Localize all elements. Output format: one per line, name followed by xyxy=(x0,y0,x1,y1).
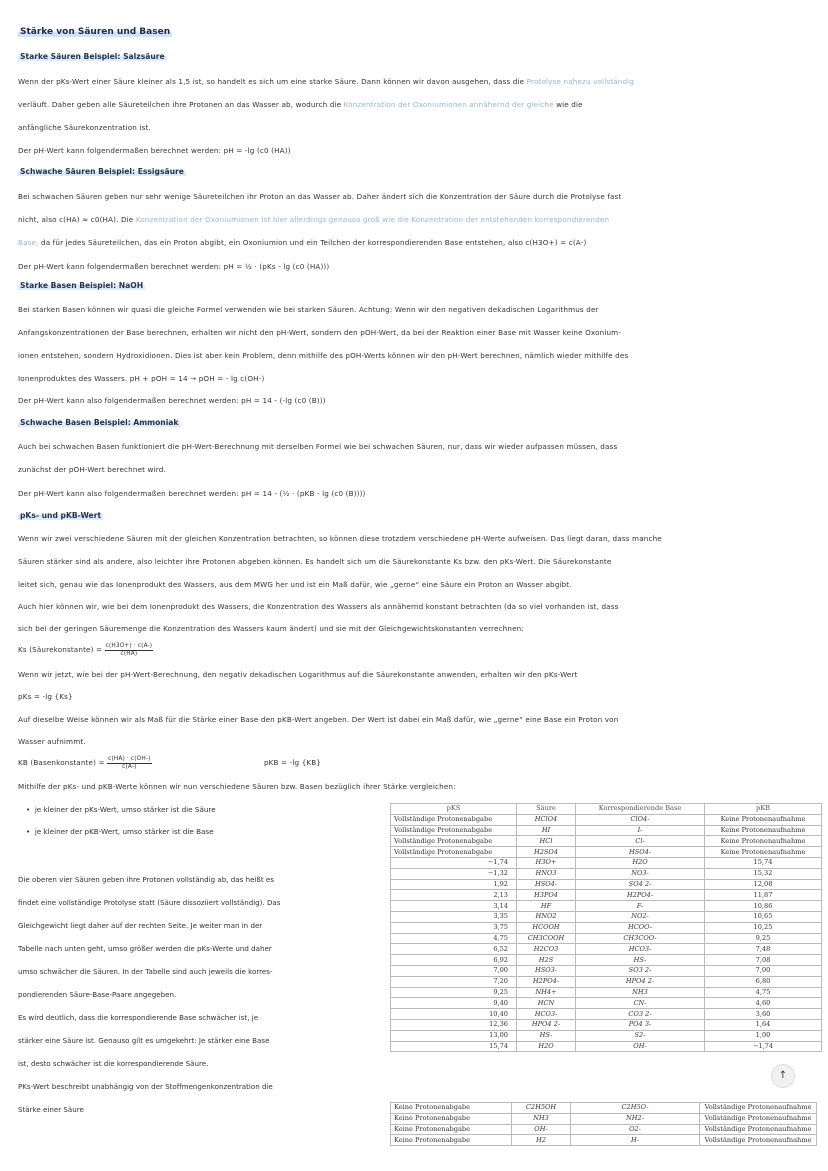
text-line: Wenn wir jetzt, wie bei der pH-Wert-Berechnung, den negativ dekadischen Logarithmus auf die Säurekonstante anwenden, erhalten wir den pKs-Wert xyxy=(18,670,578,679)
pkb-cell: Vollständige Protonenaufnahme xyxy=(700,1103,817,1114)
text-line xyxy=(18,215,818,225)
base-cell: ClO4- xyxy=(576,814,705,825)
base-cell: OH- xyxy=(576,1041,705,1052)
paragraph-line: Es wird deutlich, dass die korrespondierende Base schwächer ist, je xyxy=(18,1013,259,1022)
table-row xyxy=(391,911,822,922)
paragraph-line: Gleichgewicht liegt daher auf der rechten Seite. Je weiter man in der xyxy=(18,921,263,930)
base-cell: F- xyxy=(576,901,705,912)
kb-fraction xyxy=(107,756,151,771)
table-row xyxy=(391,868,822,879)
pks-cell: 3,35 xyxy=(391,911,517,922)
pkb-cell: 1,64 xyxy=(705,1019,822,1030)
text-line xyxy=(18,238,818,248)
base-cell: HSO4- xyxy=(576,847,705,858)
pkb-cell: 11,87 xyxy=(705,890,822,901)
base-cell: H2PO4- xyxy=(576,890,705,901)
pks-cell: 13,00 xyxy=(391,1030,517,1041)
table-row xyxy=(391,965,822,976)
text-line: sich bei der geringen Säuremenge die Konzentration des Wassers kaum ändert) und sie mit der Gleichgewichtskonstanten verrechnen: xyxy=(18,624,524,633)
text-line: Bei schwachen Säuren geben nur sehr wenige Säureteilchen ihr Proton an das Wasser ab. Daher ändert sich die Konzentration der Säure durch die Protolyse fast xyxy=(18,192,622,201)
table-row xyxy=(391,901,822,912)
table-row xyxy=(391,847,822,858)
acid-cell: CH3COOH xyxy=(517,933,576,944)
header-pks: pKS xyxy=(391,804,517,815)
acid-cell: H3PO4 xyxy=(517,890,576,901)
paragraph-line: ist, desto schwächer ist die korrespondierende Säure. xyxy=(18,1059,209,1068)
heading-pks-pkb: pKs- und pKB-Wert xyxy=(20,511,102,520)
base-cell: NH3 xyxy=(576,987,705,998)
table-row xyxy=(391,1103,817,1114)
pkb-cell: Keine Protonenaufnahme xyxy=(705,847,822,858)
text-span: nicht, also c(HA) ≈ c0(HA). Die xyxy=(18,215,134,224)
pks-cell: 7,20 xyxy=(391,976,517,987)
base-cell: CO3 2- xyxy=(576,1009,705,1020)
pks-table-body xyxy=(391,814,822,1052)
highlighted-text: Protolyse nahezu vollständig xyxy=(526,77,635,86)
pks-cell: Keine Protonenabgabe xyxy=(391,1124,512,1135)
pkb-cell: 1,00 xyxy=(705,1030,822,1041)
bullet-item: • je kleiner der pKB-Wert, umso stärker ist die Base xyxy=(26,827,214,836)
base-cell: NO3- xyxy=(576,868,705,879)
text-line: Auf dieselbe Weise können wir als Maß für die Stärke einer Base den pKB-Wert angeben. Der Wert ist dabei ein Maß dafür, wie „gerne“ eine Base ein Proton von xyxy=(18,715,619,724)
table-row xyxy=(391,955,822,966)
table-row xyxy=(391,1124,817,1135)
pkb-cell: 3,60 xyxy=(705,1009,822,1020)
base-cell: HPO4 2- xyxy=(576,976,705,987)
table-header-row xyxy=(391,804,822,815)
pkb-cell: 7,08 xyxy=(705,955,822,966)
table-row xyxy=(391,998,822,1009)
pks-table-extra xyxy=(390,1102,817,1146)
bullet-text: je kleiner der pKs-Wert, umso stärker ist die Säure xyxy=(34,805,216,814)
table-row xyxy=(391,1009,822,1020)
base-cell: I- xyxy=(576,825,705,836)
pks-cell: 7,00 xyxy=(391,965,517,976)
pks-cell: −1,32 xyxy=(391,868,517,879)
base-cell: HS- xyxy=(576,955,705,966)
scroll-to-top-button[interactable]: ↑ xyxy=(771,1064,795,1088)
pks-cell: Vollständige Protonenabgabe xyxy=(391,847,517,858)
acid-cell: HNO3 xyxy=(517,868,576,879)
kb-formula xyxy=(18,753,818,773)
base-cell: HCO3- xyxy=(576,944,705,955)
table-row xyxy=(391,1041,822,1052)
ks-fraction xyxy=(105,643,154,658)
pkb-cell: 4,60 xyxy=(705,998,822,1009)
pks-cell: 15,74 xyxy=(391,1041,517,1052)
table-row xyxy=(391,836,822,847)
formula-line: Der pH-Wert kann folgendermaßen berechnet werden: pH = ½ · (pKs - lg (c0 (HA))) xyxy=(18,262,330,271)
base-cell: SO3 2- xyxy=(576,965,705,976)
paragraph-line: Tabelle nach unten geht, umso größer werden die pKs-Werte und daher xyxy=(18,944,272,953)
pks-cell: Keine Protonenabgabe xyxy=(391,1103,512,1114)
acid-cell: HSO3- xyxy=(517,965,576,976)
acid-cell: HCO3- xyxy=(517,1009,576,1020)
table-row xyxy=(391,933,822,944)
pks-cell: Vollständige Protonenabgabe xyxy=(391,814,517,825)
kb-label: KB (Basenkonstante) = xyxy=(18,758,105,767)
acid-cell: HCOOH xyxy=(517,922,576,933)
acid-cell: H2PO4- xyxy=(517,976,576,987)
base-cell: SO4 2- xyxy=(576,879,705,890)
header-base: Korrespondierende Base xyxy=(576,804,705,815)
pks-cell: Keine Protonenabgabe xyxy=(391,1113,512,1124)
base-cell: S2- xyxy=(576,1030,705,1041)
pkb-formula: pKB = -lg {KB} xyxy=(263,758,322,767)
formula-line: Ionenproduktes des Wassers. pH + pOH = 14 → pOH = - lg c(OH-) xyxy=(18,374,265,383)
acid-cell: H2 xyxy=(512,1135,571,1146)
acid-cell: NH3 xyxy=(512,1113,571,1124)
ks-label: Ks (Säurekonstante) = xyxy=(18,645,103,654)
acid-cell: H2S xyxy=(517,955,576,966)
table-row xyxy=(391,1030,822,1041)
text-line: zunächst der pOH-Wert berechnet wird. xyxy=(18,465,166,474)
pks-cell: 2,13 xyxy=(391,890,517,901)
pkb-cell: 12,08 xyxy=(705,879,822,890)
text-span: wie die xyxy=(556,100,583,109)
text-line: Mithilfe der pKs- und pKB-Werte können wir nun verschiedene Säuren bzw. Basen bezüglich ihrer Stärke vergleichen: xyxy=(18,782,456,791)
text-span: da für jedes Säureteilchen, das ein Proton abgibt, ein Oxoniumion und ein Teilchen der korrespondierenden Base entstehen, also c(H3O+) = c(A-) xyxy=(40,238,587,247)
pks-cell: 1,92 xyxy=(391,879,517,890)
acid-cell: H2O xyxy=(517,1041,576,1052)
base-cell: C2H5O- xyxy=(571,1103,700,1114)
paragraph-line: Stärke einer Säure xyxy=(18,1105,84,1114)
ks-denominator: c(HA) xyxy=(120,650,138,657)
heading-weak-acids: Schwache Säuren Beispiel: Essigsäure xyxy=(20,167,184,176)
text-line: Bei starken Basen können wir quasi die gleiche Formel verwenden wie bei starken Säuren. Achtung: Wenn wir den negativen dekadischen Logarithmus der xyxy=(18,305,599,314)
paragraph-line: findet eine vollständige Protolyse statt (Säure dissoziiert vollständig). Das xyxy=(18,898,281,907)
text-line: anfängliche Säurekonzentration ist. xyxy=(18,123,151,132)
table-row xyxy=(391,922,822,933)
heading-weak-bases: Schwache Basen Beispiel: Ammoniak xyxy=(20,418,179,427)
acid-cell: HPO4 2- xyxy=(517,1019,576,1030)
kb-denominator: c(A-) xyxy=(122,763,137,770)
paragraph-line: pondierenden Säure-Base-Paare angegeben. xyxy=(18,990,177,999)
pks-cell: Vollständige Protonenabgabe xyxy=(391,836,517,847)
pkb-cell: Vollständige Protonenaufnahme xyxy=(700,1124,817,1135)
table-row xyxy=(391,879,822,890)
pkb-cell: 7,48 xyxy=(705,944,822,955)
pks-cell: Vollständige Protonenabgabe xyxy=(391,825,517,836)
pks-cell: 3,14 xyxy=(391,901,517,912)
pks-cell: 3,75 xyxy=(391,922,517,933)
pkb-cell: 4,75 xyxy=(705,987,822,998)
pks-cell: 6,52 xyxy=(391,944,517,955)
pkb-cell: 10,25 xyxy=(705,922,822,933)
pks-cell: 10,40 xyxy=(391,1009,517,1020)
pkb-cell: Keine Protonenaufnahme xyxy=(705,836,822,847)
pks-cell: Keine Protonenabgabe xyxy=(391,1135,512,1146)
base-cell: H2O xyxy=(576,857,705,868)
pkb-cell: Keine Protonenaufnahme xyxy=(705,825,822,836)
ks-formula xyxy=(18,640,818,660)
table-row xyxy=(391,1019,822,1030)
pkb-cell: 6,80 xyxy=(705,976,822,987)
acid-cell: HI xyxy=(517,825,576,836)
table-row xyxy=(391,1113,817,1124)
paragraph-line: umso schwächer die Säuren. In der Tabelle sind auch jeweils die korres- xyxy=(18,967,273,976)
pkb-cell: Vollständige Protonenaufnahme xyxy=(700,1113,817,1124)
paragraph-line: PKs-Wert beschreibt unabhängig von der Stoffmengenkonzentration die xyxy=(18,1082,273,1091)
acid-cell: HS- xyxy=(517,1030,576,1041)
ks-numerator: c(H3O+) · c(A-) xyxy=(105,642,153,649)
text-line xyxy=(18,100,818,110)
pkb-cell: 15,32 xyxy=(705,868,822,879)
bullet-item: • je kleiner der pKs-Wert, umso stärker ist die Säure xyxy=(26,805,216,814)
heading-strong-bases: Starke Basen Beispiel: NaOH xyxy=(20,281,144,290)
table-row xyxy=(391,857,822,868)
text-line: leitet sich, genau wie das Ionenprodukt des Wassers, aus dem MWG her und ist ein Maß dafür, wie „gerne“ eine Säure ein Proton an Wasser abgibt. xyxy=(18,580,572,589)
acid-cell: HCl xyxy=(517,836,576,847)
base-cell: PO4 3- xyxy=(576,1019,705,1030)
acid-cell: HCN xyxy=(517,998,576,1009)
acid-cell: NH4+ xyxy=(517,987,576,998)
base-cell: O2- xyxy=(571,1124,700,1135)
acid-cell: HClO4 xyxy=(517,814,576,825)
highlighted-text: Konzentration der Oxoniumionen annähernd der gleiche xyxy=(343,100,554,109)
base-cell: HCOO- xyxy=(576,922,705,933)
formula-line: pKs = -lg {Ks} xyxy=(18,692,73,701)
pks-cell: 12,36 xyxy=(391,1019,517,1030)
acid-cell: OH- xyxy=(512,1124,571,1135)
paragraph-line: Die oberen vier Säuren geben ihre Protonen vollständig ab, das heißt es xyxy=(18,875,274,884)
pks-cell: 6,92 xyxy=(391,955,517,966)
base-cell: H- xyxy=(571,1135,700,1146)
table-row xyxy=(391,987,822,998)
text-line: Säuren stärker sind als andere, also leichter ihre Protonen abgeben können. Es handelt sich um die Säurekonstante Ks bzw. den pKs-Wert. Die Säurekonstante xyxy=(18,557,612,566)
pkb-cell: 9,25 xyxy=(705,933,822,944)
heading-strong-acids: Starke Säuren Beispiel: Salzsäure xyxy=(20,52,165,61)
formula-line: Der pH-Wert kann also folgendermaßen berechnet werden: pH = 14 - (-lg (c0 (B))) xyxy=(18,396,326,405)
pkb-cell: 10,86 xyxy=(705,901,822,912)
pks-cell: 4,75 xyxy=(391,933,517,944)
pkb-cell: −1,74 xyxy=(705,1041,822,1052)
text-line: Wasser aufnimmt. xyxy=(18,737,86,746)
acid-cell: HNO2 xyxy=(517,911,576,922)
text-span: verläuft. Daher geben alle Säureteilchen ihre Protonen an das Wasser ab, wodurch die xyxy=(18,100,342,109)
formula-line: Der pH-Wert kann folgendermaßen berechnet werden: pH = -lg (c0 (HA)) xyxy=(18,146,291,155)
text-line: Wenn wir zwei verschiedene Säuren mit der gleichen Konzentration betrachten, so können diese trotzdem verschiedene pH-Werte aufweisen. Das liegt daran, dass manche xyxy=(18,534,662,543)
table-row xyxy=(391,976,822,987)
kb-numerator: c(HA) · c(OH-) xyxy=(108,755,151,762)
highlighted-text: Base, xyxy=(18,238,39,247)
header-pkb: pKB xyxy=(705,804,822,815)
page-title: Stärke von Säuren und Basen xyxy=(20,27,171,37)
table-row xyxy=(391,825,822,836)
pkb-cell: Vollständige Protonenaufnahme xyxy=(700,1135,817,1146)
pks-table xyxy=(390,803,822,1052)
base-cell: CH3COO- xyxy=(576,933,705,944)
acid-cell: H3O+ xyxy=(517,857,576,868)
table-row xyxy=(391,944,822,955)
acid-cell: HSO4- xyxy=(517,879,576,890)
table-row xyxy=(391,1135,817,1146)
text-line xyxy=(18,77,818,87)
text-line: Anfangskonzentrationen der Base berechnen, erhalten wir nicht den pH-Wert, sondern den pOH-Wert, da bei der Reaktion einer Base mit Wasser keine Oxonium- xyxy=(18,328,622,337)
bullet-text: je kleiner der pKB-Wert, umso stärker ist die Base xyxy=(34,827,214,836)
table-row xyxy=(391,814,822,825)
acid-cell: H2SO4 xyxy=(517,847,576,858)
pkb-cell: Keine Protonenaufnahme xyxy=(705,814,822,825)
pkb-cell: 7,00 xyxy=(705,965,822,976)
acid-cell: HF xyxy=(517,901,576,912)
paragraph-line: stärker eine Säure ist. Genauso gilt es umgekehrt: Je stärker eine Base xyxy=(18,1036,270,1045)
acid-cell: C2H5OH xyxy=(512,1103,571,1114)
base-cell: Cl- xyxy=(576,836,705,847)
formula-line: Der pH-Wert kann also folgendermaßen berechnet werden: pH = 14 - (½ · (pKB - lg (c0 (B)))) xyxy=(18,489,366,498)
header-acid: Säure xyxy=(517,804,576,815)
text-line: Auch bei schwachen Basen funktioniert die pH-Wert-Berechnung mit derselben Formel wie bei schwachen Säuren, nur, dass wir wieder aufpassen müssen, dass xyxy=(18,442,618,451)
text-span: Wenn der pKs-Wert einer Säure kleiner als 1,5 ist, so handelt es sich um eine starke Säure. Dann können wir davon ausgehen, dass die xyxy=(18,77,525,86)
text-line: Auch hier können wir, wie bei dem Ionenprodukt des Wassers, die Konzentration des Wassers als annähernd konstant betrachten (da so viel vorhanden ist, dass xyxy=(18,602,619,611)
pkb-cell: 15,74 xyxy=(705,857,822,868)
text-line: ionen entstehen, sondern Hydroxidionen. Dies ist aber kein Problem, denn mithilfe des pOH-Werts können wir den pH-Wert berechnen, nämlich wieder mithilfe des xyxy=(18,351,629,360)
pks-table-extra-body xyxy=(391,1103,817,1146)
acid-cell: H2CO3 xyxy=(517,944,576,955)
base-cell: NH2- xyxy=(571,1113,700,1124)
base-cell: CN- xyxy=(576,998,705,1009)
pks-cell: 9,40 xyxy=(391,998,517,1009)
pks-cell: 9,25 xyxy=(391,987,517,998)
table-row xyxy=(391,890,822,901)
pkb-cell: 10,65 xyxy=(705,911,822,922)
highlighted-text: Konzentration der Oxoniumionen ist hier allerdings genauso groß wie die Konzentration der entstehenden korrespondierenden xyxy=(135,215,610,224)
pks-cell: −1,74 xyxy=(391,857,517,868)
base-cell: NO2- xyxy=(576,911,705,922)
